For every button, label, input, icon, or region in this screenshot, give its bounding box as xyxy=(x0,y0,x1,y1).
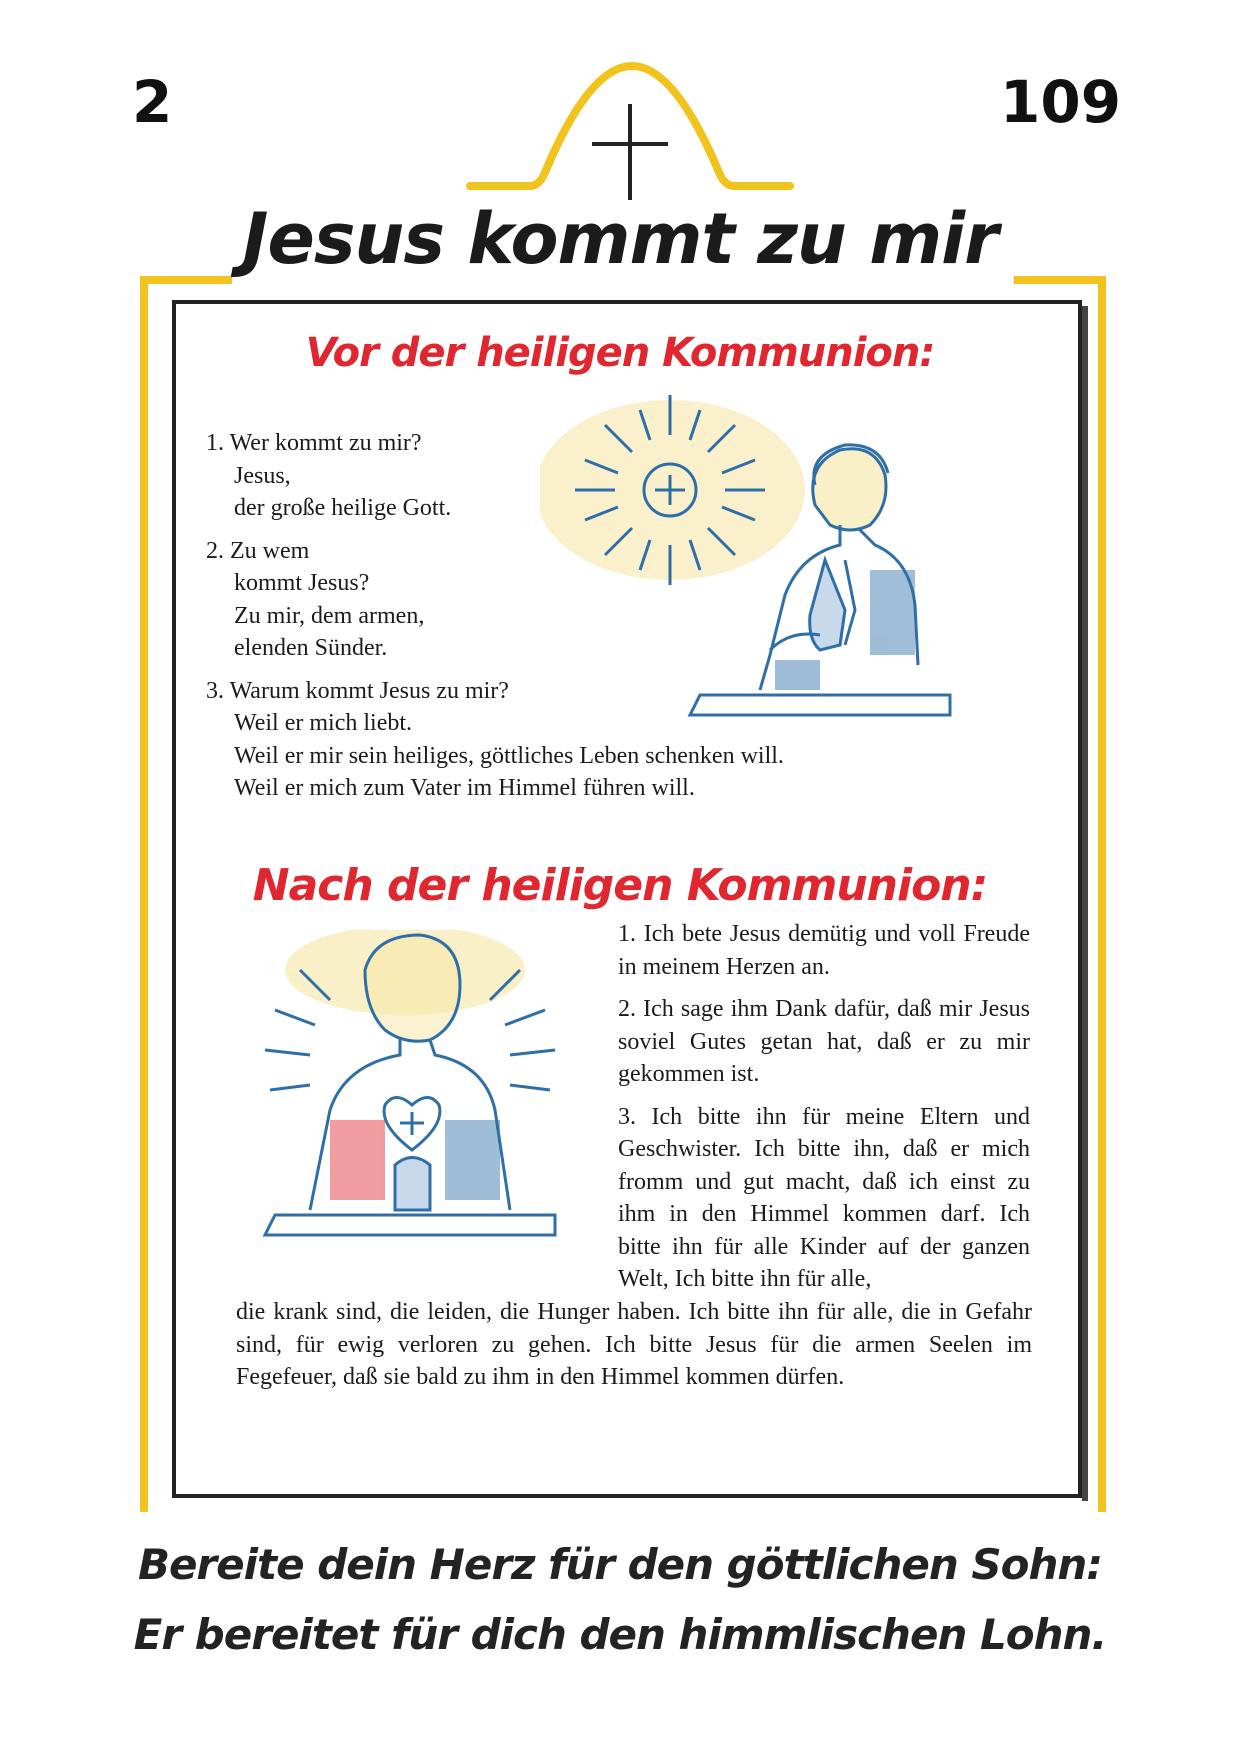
after-paragraph-1: 1. Ich bete Jesus demütig und voll Freude in meinem Herzen an. xyxy=(618,921,1030,980)
q3-line: Weil er mich liebt. xyxy=(234,710,413,736)
q1-line: 1. Wer kommt zu mir? xyxy=(206,430,422,456)
after-paragraph-2: 2. Ich sage ihm Dank dafür, daß mir Jesus soviel Gutes getan hat, daß er zu mir gekommen ist. xyxy=(618,996,1030,1087)
q2-line: kommt Jesus? xyxy=(234,570,370,596)
after-paragraph-3-continued xyxy=(236,1296,1032,1394)
q3-line: Weil er mir sein heiliges, göttliches Leben schenken will. xyxy=(234,742,784,769)
q3-line: 3. Warum kommt Jesus zu mir? xyxy=(206,677,509,704)
chapter-number: 2 xyxy=(132,68,173,136)
boy-with-heart-illustration xyxy=(255,930,595,1250)
q2-line: 2. Zu wem xyxy=(206,537,310,564)
praying-boy-illustration xyxy=(540,395,960,740)
after-paragraph-3-continuation: die krank sind, die leiden, die Hunger haben. Ich bitte ihn für alle, die in Gefahr sind, für ewig verloren zu gehen. Ich bitte Jesus für die armen Seelen im Fegefeuer, daß sie bald zu ihm in den Himmel kommen dürfen. xyxy=(236,1299,1032,1390)
heading-before-communion: Vor der heiligen Kommunion: xyxy=(305,330,935,376)
page-number: 109 xyxy=(1000,68,1122,136)
q1-line: der große heilige Gott. xyxy=(234,495,452,521)
after-paragraph-3: 3. Ich bitte ihn für meine Eltern und Geschwister. Ich bitte ihn, daß er mich fromm und gut macht, daß ich einst zu ihm in den Himmel kommen darf. Ich bitte ihn für alle Kinder auf der ganzen Welt, Ich bitte ihn für alle, xyxy=(618,1103,1030,1292)
q2-line: elenden Sünder. xyxy=(234,635,388,661)
motto-line-2: Er bereitet für dich den himmlischen Lohn. xyxy=(133,1610,1107,1659)
page-title: Jesus kommt zu mir xyxy=(242,198,998,280)
q1-line: Jesus, xyxy=(234,462,291,489)
q2-line: Zu mir, dem armen, xyxy=(234,602,425,629)
after-communion-section xyxy=(618,918,1030,1296)
cross-icon xyxy=(592,104,668,200)
heading-after-communion: Nach der heiligen Kommunion: xyxy=(252,860,988,911)
q3-line: Weil er mich zum Vater im Himmel führen will. xyxy=(234,775,695,801)
motto-line-1: Bereite dein Herz für den göttlichen Sohn: xyxy=(137,1540,1103,1589)
